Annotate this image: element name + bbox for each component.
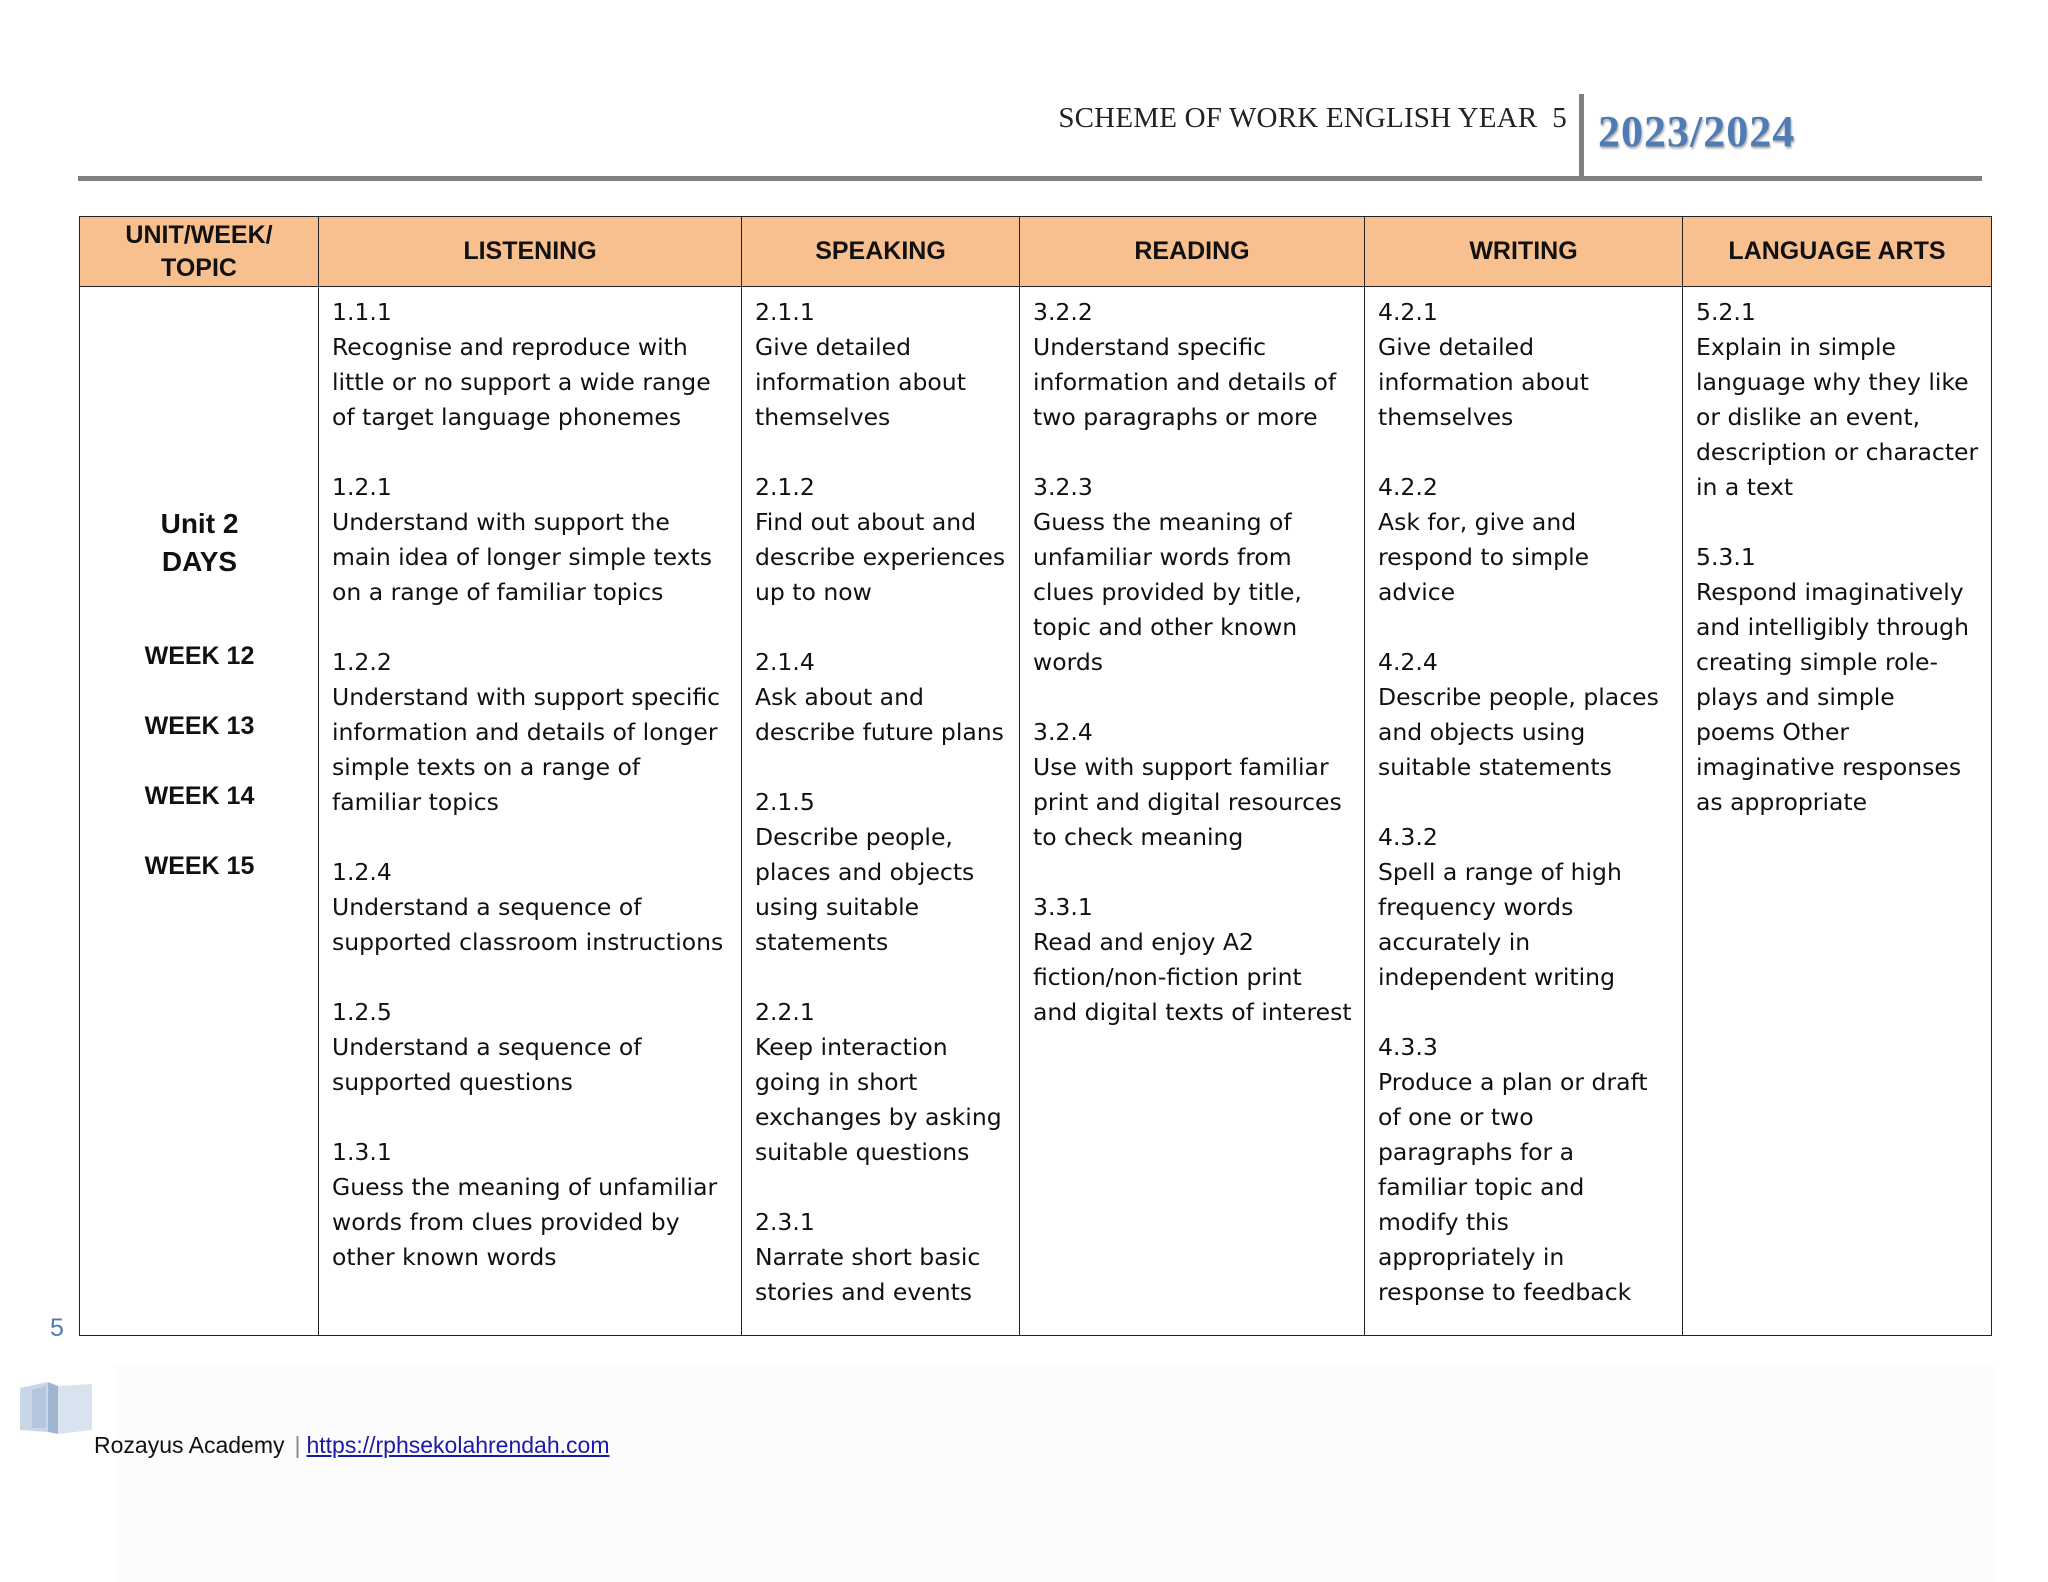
- header-rule: [78, 176, 1982, 181]
- learning-standard: [1033, 890, 1352, 1030]
- reading-cell: [1020, 287, 1365, 1336]
- learning-standard: [332, 470, 729, 610]
- page-number: 5: [50, 1314, 64, 1342]
- week-label: WEEK 14: [144, 782, 255, 810]
- learning-standard: [755, 995, 1007, 1170]
- document-title: SCHEME OF WORK ENGLISH YEAR 5: [1058, 102, 1567, 134]
- learning-standard: [1378, 470, 1670, 610]
- standard-code: 2.1.2: [755, 473, 815, 501]
- listening-cell: [319, 287, 742, 1336]
- standard-description: Ask for, give and respond to simple advice: [1378, 508, 1590, 606]
- standard-description: Find out about and describe experiences up to now: [755, 508, 1006, 606]
- standard-code: 2.2.1: [755, 998, 815, 1026]
- standard-code: 4.3.2: [1378, 823, 1438, 851]
- book-icon: [18, 1378, 94, 1436]
- standard-description: Ask about and describe future plans: [755, 683, 1004, 746]
- learning-standard: [755, 785, 1007, 960]
- standard-code: 3.2.3: [1033, 473, 1093, 501]
- week-label: WEEK 13: [144, 712, 255, 740]
- unit-cell: [80, 287, 319, 1336]
- standard-description: Understand with support the main idea of longer simple texts on a range of familiar topics: [332, 508, 713, 606]
- learning-standard: [1696, 295, 1979, 505]
- column-header-reading: READING: [1020, 217, 1365, 287]
- standard-code: 3.2.4: [1033, 718, 1093, 746]
- standard-description: Spell a range of high frequency words accurately in independent writing: [1378, 858, 1622, 991]
- learning-standard: [755, 1205, 1007, 1310]
- standard-code: 2.3.1: [755, 1208, 815, 1236]
- learning-standard: [332, 1135, 729, 1275]
- column-header-speaking: SPEAKING: [742, 217, 1020, 287]
- learning-standard: [755, 470, 1007, 610]
- learning-standard: [332, 295, 729, 435]
- standard-code: 1.2.5: [332, 998, 392, 1026]
- language-arts-cell: [1683, 287, 1992, 1336]
- footer-link[interactable]: https://rphsekolahrendah.com: [306, 1432, 610, 1458]
- column-header-language-arts: LANGUAGE ARTS: [1683, 217, 1992, 287]
- standard-code: 1.1.1: [332, 298, 392, 326]
- standard-code: 2.1.1: [755, 298, 815, 326]
- standard-code: 4.3.3: [1378, 1033, 1438, 1061]
- standard-description: Give detailed information about themselves: [755, 333, 966, 431]
- learning-standard: [755, 295, 1007, 435]
- learning-standard: [755, 645, 1007, 750]
- unit-number: Unit 2: [160, 508, 239, 539]
- standard-code: 5.2.1: [1696, 298, 1756, 326]
- week-list: [93, 639, 306, 919]
- column-header-unit-line: TOPIC: [161, 253, 237, 282]
- standard-description: Guess the meaning of unfamiliar words from clues provided by other known words: [332, 1173, 718, 1271]
- standard-code: 1.2.2: [332, 648, 392, 676]
- standard-code: 3.3.1: [1033, 893, 1093, 921]
- learning-standard: [1378, 1030, 1670, 1310]
- learning-standard: [1033, 715, 1352, 855]
- learning-standard: [332, 995, 729, 1100]
- standard-code: 2.1.5: [755, 788, 815, 816]
- learning-standard: [332, 645, 729, 820]
- standard-description: Understand with support specific information and details of longer simple texts on a range of familiar topics: [332, 683, 721, 816]
- standard-code: 1.2.4: [332, 858, 392, 886]
- learning-standard: [1033, 295, 1352, 435]
- standard-code: 4.2.1: [1378, 298, 1438, 326]
- speaking-cell: [742, 287, 1020, 1336]
- standard-code: 4.2.4: [1378, 648, 1438, 676]
- learning-standard: [1378, 820, 1670, 995]
- standard-description: Give detailed information about themselves: [1378, 333, 1589, 431]
- learning-standard: [1696, 540, 1979, 820]
- standard-description: Understand specific information and details of two paragraphs or more: [1033, 333, 1337, 431]
- column-header-writing: WRITING: [1365, 217, 1683, 287]
- standard-description: Describe people, places and objects using suitable statements: [1378, 683, 1659, 781]
- standard-code: 3.2.2: [1033, 298, 1093, 326]
- standard-description: Narrate short basic stories and events: [755, 1243, 981, 1306]
- week-label: WEEK 15: [144, 852, 255, 880]
- page-header: [78, 92, 1982, 180]
- standard-description: Respond imaginatively and intelligibly through creating simple role-plays and simple poems Other imaginative responses as appropriate: [1696, 578, 1969, 816]
- standard-code: 2.1.4: [755, 648, 815, 676]
- column-header-listening: LISTENING: [319, 217, 742, 287]
- unit-title: [93, 287, 306, 581]
- learning-standard: [332, 855, 729, 960]
- table-row: [80, 287, 1992, 1336]
- standard-description: Recognise and reproduce with little or no support a wide range of target language phonemes: [332, 333, 711, 431]
- learning-standard: [1378, 645, 1670, 785]
- standard-description: Use with support familiar print and digital resources to check meaning: [1033, 753, 1342, 851]
- standard-description: Understand a sequence of supported classroom instructions: [332, 893, 724, 956]
- learning-standard: [1378, 295, 1670, 435]
- scheme-of-work-table: [79, 216, 1992, 1336]
- footer-org: Rozayus Academy: [94, 1432, 285, 1458]
- header-divider: [1579, 94, 1584, 176]
- standard-description: Describe people, places and objects using suitable statements: [755, 823, 975, 956]
- standard-code: 1.3.1: [332, 1138, 392, 1166]
- standard-description: Understand a sequence of supported questions: [332, 1033, 642, 1096]
- column-header-unit-line: UNIT/WEEK/: [125, 220, 273, 249]
- school-year: 2023/2024: [1598, 107, 1796, 156]
- footer: [94, 1432, 609, 1459]
- learning-standard: [1033, 470, 1352, 680]
- footer-separator: |: [294, 1432, 301, 1458]
- standard-description: Explain in simple language why they like or dislike an event, description or character in a text: [1696, 333, 1979, 501]
- column-header-unit: [80, 217, 319, 287]
- standard-description: Produce a plan or draft of one or two paragraphs for a familiar topic and modify this appropriately in response to feedback: [1378, 1068, 1648, 1306]
- footer-background: [115, 1365, 1995, 1582]
- standard-description: Guess the meaning of unfamiliar words from clues provided by title, topic and other known words: [1033, 508, 1302, 676]
- standard-code: 4.2.2: [1378, 473, 1438, 501]
- standard-code: 1.2.1: [332, 473, 392, 501]
- standard-description: Read and enjoy A2 fiction/non-fiction print and digital texts of interest: [1033, 928, 1352, 1026]
- standard-description: Keep interaction going in short exchanges by asking suitable questions: [755, 1033, 1002, 1166]
- writing-cell: [1365, 287, 1683, 1336]
- week-label: WEEK 12: [144, 642, 255, 670]
- unit-topic: DAYS: [161, 546, 238, 577]
- standard-code: 5.3.1: [1696, 543, 1756, 571]
- table-header-row: [80, 217, 1992, 287]
